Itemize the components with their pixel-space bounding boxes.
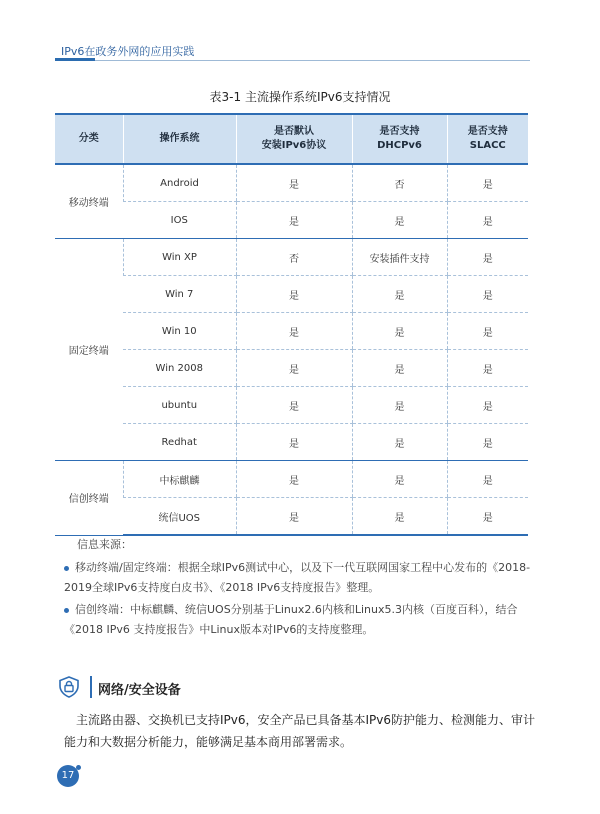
header-default-ipv6: 是否默认 安装IPv6协议 xyxy=(236,114,352,164)
slacc-cell: 是 xyxy=(447,424,528,461)
slacc-cell: 是 xyxy=(447,498,528,536)
slacc-cell: 是 xyxy=(447,350,528,387)
slacc-cell: 是 xyxy=(447,202,528,239)
bullet-dot-icon xyxy=(64,566,69,571)
default-cell: 是 xyxy=(236,313,352,350)
os-cell: 中标麒麟 xyxy=(123,461,236,498)
dhcp-cell: 是 xyxy=(352,313,447,350)
category-cell: 固定终端 xyxy=(55,239,123,461)
header-slacc: 是否支持 SLACC xyxy=(447,114,528,164)
os-cell: IOS xyxy=(123,202,236,239)
dhcp-cell: 是 xyxy=(352,498,447,536)
header-dhcpv6: 是否支持 DHCPv6 xyxy=(352,114,447,164)
slacc-cell: 是 xyxy=(447,276,528,313)
slacc-cell: 是 xyxy=(447,313,528,350)
lock-shield-icon xyxy=(58,676,80,698)
dhcp-cell: 是 xyxy=(352,350,447,387)
default-cell: 是 xyxy=(236,424,352,461)
page-number: 17 xyxy=(57,765,79,787)
header-category: 分类 xyxy=(55,114,123,164)
os-cell: Win 7 xyxy=(123,276,236,313)
table-row xyxy=(55,313,528,350)
table-row xyxy=(55,461,528,498)
header-os: 操作系统 xyxy=(123,114,236,164)
table-row xyxy=(55,202,528,239)
table-row xyxy=(55,424,528,461)
default-cell: 是 xyxy=(236,202,352,239)
dhcp-cell: 安装插件支持 xyxy=(352,239,447,276)
source-bullet-text: 移动终端/固定终端：根据全球IPv6测试中心，以及下一代互联网国家工程中心发布的《2018-2019全球IPv6支持度白皮书》、《2018 IPv6支持度报告》整理。 xyxy=(64,561,531,594)
dhcp-cell: 是 xyxy=(352,461,447,498)
source-label: 信息来源： xyxy=(77,538,132,551)
bullet-dot-icon xyxy=(64,608,69,613)
table-row xyxy=(55,498,528,536)
default-cell: 否 xyxy=(236,239,352,276)
default-cell: 是 xyxy=(236,350,352,387)
source-bullet-text: 信创终端：中标麒麟、统信UOS分别基于Linux2.6内核和Linux5.3内核（百度百科），结合《2018 IPv6 支持度报告》中Linux版本对IPv6的支持度整理。 xyxy=(64,603,518,636)
slacc-cell: 是 xyxy=(447,239,528,276)
os-support-table xyxy=(55,113,528,536)
page-number-dot-icon xyxy=(76,765,81,770)
table-caption: 表3-1 主流操作系统IPv6支持情况 xyxy=(209,90,391,104)
os-cell: Win 2008 xyxy=(123,350,236,387)
table-header-row xyxy=(55,114,528,164)
source-bullet xyxy=(64,558,534,598)
os-cell: ubuntu xyxy=(123,387,236,424)
running-header: IPv6在政务外网的应用实践 xyxy=(61,45,195,58)
header-divider xyxy=(55,60,530,61)
os-cell: Win 10 xyxy=(123,313,236,350)
dhcp-cell: 是 xyxy=(352,276,447,313)
table-row xyxy=(55,350,528,387)
table-row xyxy=(55,387,528,424)
dhcp-cell: 是 xyxy=(352,424,447,461)
section-divider xyxy=(90,676,92,698)
os-cell: Win XP xyxy=(123,239,236,276)
dhcp-cell: 否 xyxy=(352,164,447,202)
slacc-cell: 是 xyxy=(447,461,528,498)
slacc-cell: 是 xyxy=(447,164,528,202)
os-cell: Redhat xyxy=(123,424,236,461)
category-cell: 移动终端 xyxy=(55,164,123,239)
dhcp-cell: 是 xyxy=(352,202,447,239)
os-cell: Android xyxy=(123,164,236,202)
os-cell: 统信UOS xyxy=(123,498,236,536)
header-accent-bar xyxy=(55,58,95,61)
default-cell: 是 xyxy=(236,276,352,313)
table-row xyxy=(55,164,528,202)
section-title: 网络/安全设备 xyxy=(98,683,181,698)
default-cell: 是 xyxy=(236,164,352,202)
source-bullet xyxy=(64,600,534,640)
slacc-cell: 是 xyxy=(447,387,528,424)
table-row xyxy=(55,239,528,276)
dhcp-cell: 是 xyxy=(352,387,447,424)
default-cell: 是 xyxy=(236,461,352,498)
default-cell: 是 xyxy=(236,387,352,424)
table-row xyxy=(55,276,528,313)
category-cell: 信创终端 xyxy=(55,461,123,536)
default-cell: 是 xyxy=(236,498,352,536)
section-body: 主流路由器、交换机已支持IPv6，安全产品已具备基本IPv6防护能力、检测能力、审计能力和大数据分析能力，能够满足基本商用部署需求。 xyxy=(64,713,536,749)
